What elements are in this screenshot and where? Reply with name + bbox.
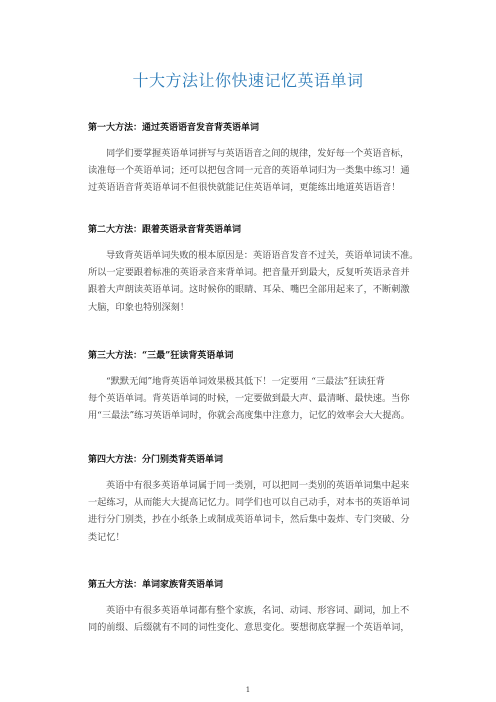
paragraph-line: 所以一定要跟着标准的英语录音来背单词。把音量开到最大，反复听英语录音并 xyxy=(88,267,410,279)
section-paragraph-5 xyxy=(88,602,416,636)
section-paragraph-3 xyxy=(88,373,416,425)
section-paragraph-2 xyxy=(88,247,419,316)
paragraph-line: 英语中有很多英语单词属于同一类别，可以把同一类别的英语单词集中起来 xyxy=(106,480,410,491)
section-heading-4: 第四大方法：分门别类背英语单词 xyxy=(88,455,224,465)
section-heading-5: 第五大方法：单词家族背英语单词 xyxy=(88,580,224,590)
paragraph-line: 过英语语音背英语单词不但很快就能记住英语单词，更能练出地道英语语音！ xyxy=(88,182,401,194)
paragraph-line: 大脑，印象也特别深刻！ xyxy=(88,301,190,313)
paragraph-line: 进行分门别类，抄在小纸条上或制成英语单词卡，然后集中轰炸、专门突破、分 xyxy=(88,514,410,526)
section-heading-3: 第三大方法：“三最”狂读背英语单词 xyxy=(88,351,234,361)
section-paragraph-1 xyxy=(88,145,416,197)
paragraph-line: 导致背英语单词失败的根本原因是：英语语音发音不过关，英语单词读不准。 xyxy=(106,250,419,261)
paragraph-line: 类记忆！ xyxy=(88,531,125,543)
section-heading-1: 第一大方法：通过英语语音发音背英语单词 xyxy=(88,123,260,133)
paragraph-line: 同学们要掌握英语单词拼写与英语语音之间的规律，发好每一个英语音标， xyxy=(106,148,410,159)
paragraph-line: “默默无闻”地背英语单词效果极其低下！一定要用 “三最法”狂读狂背 xyxy=(106,376,385,387)
paragraph-line: 每个英语单词。背英语单词的时候，一定要做到最大声、最清晰、最快速。当你 xyxy=(88,393,410,405)
paragraph-line: 跟着大声朗读英语单词。这时候你的眼睛、耳朵、嘴巴全部用起来了，不断刺激 xyxy=(88,284,410,296)
paragraph-line: 英语中有很多英语单词都有整个家族，名词、动词、形容词、副词，加上不 xyxy=(106,605,410,616)
section-paragraph-4 xyxy=(88,477,416,546)
paragraph-line: 同的前缀、后缀就有不同的词性变化、意思变化。要想彻底掌握一个英语单词， xyxy=(88,622,410,634)
paragraph-line: 一起练习，从而能大大提高记忆力。同学们也可以自己动手，对本书的英语单词 xyxy=(88,497,410,509)
paragraph-line: 读准每一个英语单词；还可以把包含同一元音的英语单词归为一类集中练习！通 xyxy=(88,165,410,177)
paragraph-line: 用“三最法”练习英语单词时，你就会高度集中注意力，记忆的效率会大大提高。 xyxy=(88,410,410,422)
page-number: 1 xyxy=(245,686,251,694)
section-heading-2: 第二大方法：跟着英语录音背英语单词 xyxy=(88,225,242,235)
document-title: 十大方法让你快速记忆英语单词 xyxy=(132,71,364,90)
